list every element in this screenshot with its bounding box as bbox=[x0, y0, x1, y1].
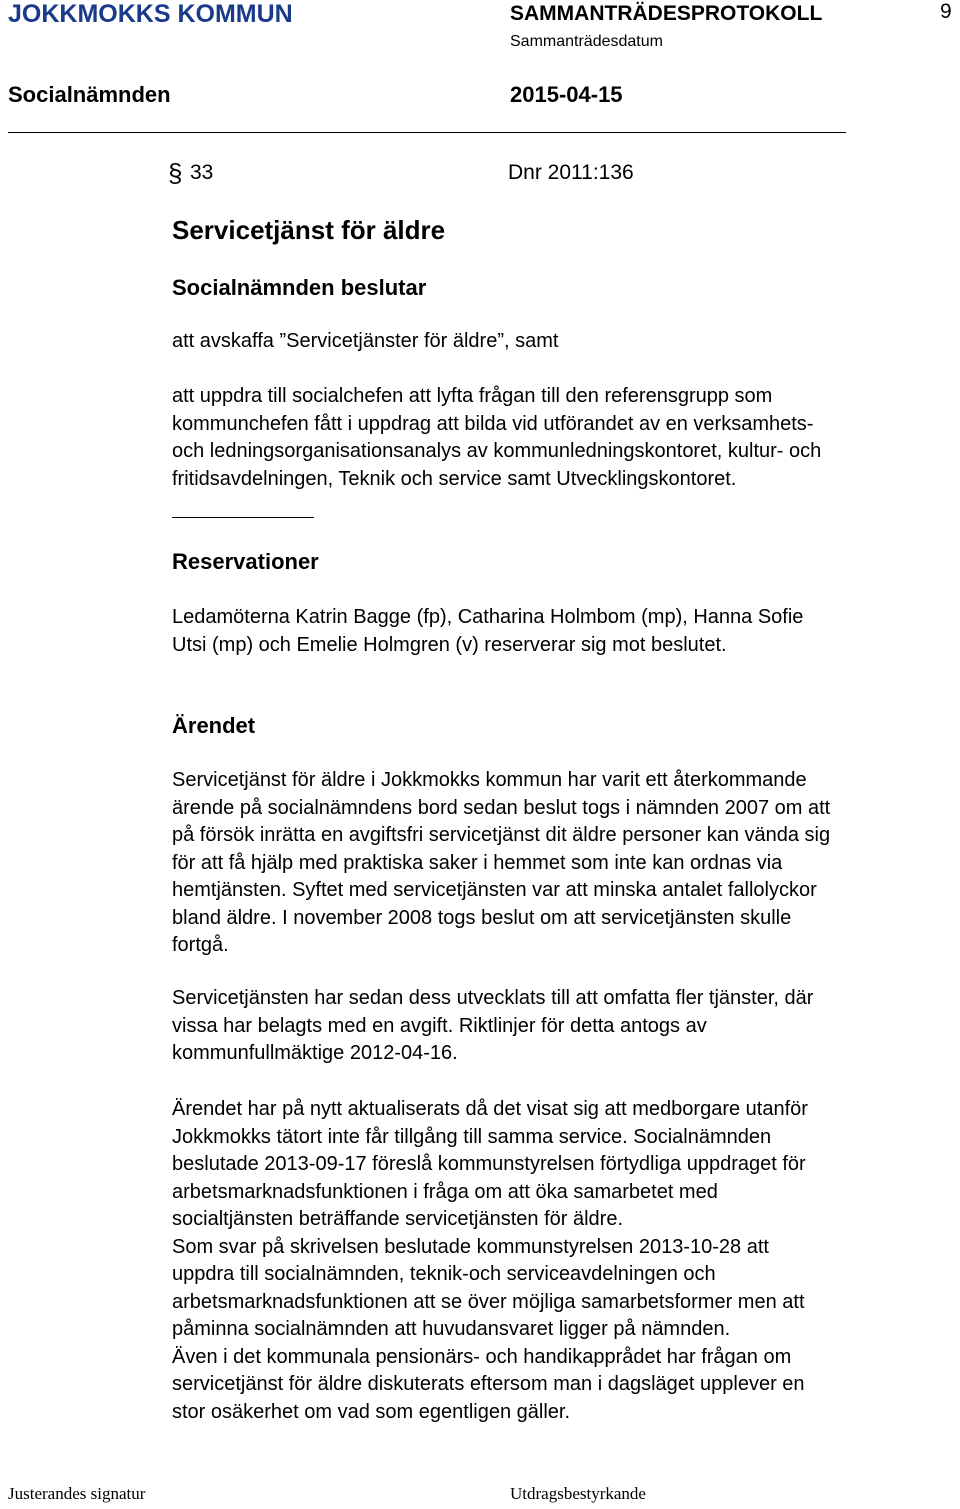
text-line: Som svar på skrivelsen beslutade kommunstyrelsen 2013-10-28 att bbox=[172, 1235, 769, 1258]
decision-separator bbox=[172, 517, 314, 518]
decision-item-1-text: att avskaffa ”Servicetjänster för äldre”, samt bbox=[172, 330, 559, 352]
decision-item-1 bbox=[172, 328, 942, 356]
text-line: för att få hjälp med praktiska saker i hemmet som inte kan ordnas via bbox=[172, 851, 783, 874]
municipality-name: JOKKMOKKS KOMMUN bbox=[8, 0, 293, 28]
decision-heading: Socialnämnden beslutar bbox=[172, 275, 427, 300]
text-line: fortgå. bbox=[172, 934, 229, 956]
text-line: kommunchefen fått i uppdrag att bilda vid utförandet av en verksamhets- bbox=[172, 412, 814, 435]
text-line: arbetsmarknadsfunktionen i fråga om att öka samarbetet med bbox=[172, 1180, 718, 1203]
text-line: stor osäkerhet om vad som egentligen gäller. bbox=[172, 1400, 570, 1423]
section-title: Servicetjänst för äldre bbox=[172, 215, 446, 245]
section-symbol: § bbox=[168, 158, 183, 188]
signature-label: Justerandes signatur bbox=[8, 1484, 146, 1503]
diary-number: Dnr 2011:136 bbox=[508, 161, 634, 184]
matter-paragraph-1 bbox=[172, 767, 942, 960]
text-line: påminna socialnämnden att huvudansvaret ligger på nämnden. bbox=[172, 1318, 731, 1340]
decision-item-2 bbox=[172, 383, 942, 493]
text-line: uppdra till socialnämnden, teknik-och serviceavdelningen och bbox=[172, 1263, 716, 1285]
text-line: Ledamöterna Katrin Bagge (fp), Catharina Holmbom (mp), Hanna Sofie bbox=[172, 606, 804, 628]
text-line: ärende på socialnämndens bord sedan beslut togs i nämnden 2007 om att bbox=[172, 796, 831, 819]
text-line: arbetsmarknadsfunktionen att se över möjliga samarbetsformer men att bbox=[172, 1290, 805, 1313]
text-line: och ledningsorganisationsanalys av kommunledningskontoret, kultur- och bbox=[172, 440, 822, 462]
reservations-text bbox=[172, 604, 942, 659]
text-line: fritidsavdelningen, Teknik och service samt Utvecklingskontoret. bbox=[172, 467, 737, 490]
text-line: socialtjänsten beträffande servicetjänsten för äldre. bbox=[172, 1208, 624, 1230]
text-line: servicetjänst för äldre diskuterats eftersom man i dagsläget upplever en bbox=[172, 1373, 805, 1395]
meeting-date: 2015-04-15 bbox=[510, 82, 623, 107]
text-line: bland äldre. I november 2008 togs beslut om att servicetjänsten skulle bbox=[172, 906, 792, 929]
text-line: Servicetjänst för äldre i Jokkmokks kommun har varit ett återkommande bbox=[172, 769, 807, 791]
matter-paragraph-3 bbox=[172, 1096, 942, 1426]
text-line: på försök inrätta en avgiftsfri servicetjänst dit äldre personer kan vända sig bbox=[172, 824, 831, 846]
header-rule bbox=[8, 132, 846, 133]
protocol-title: SAMMANTRÄDESPROTOKOLL bbox=[510, 2, 823, 25]
text-line: Även i det kommunala pensionärs- och handikapprådet har frågan om bbox=[172, 1345, 792, 1368]
matter-paragraph-2 bbox=[172, 985, 942, 1068]
text-line: Servicetjänsten har sedan dess utvecklats till att omfatta fler tjänster, där bbox=[172, 987, 814, 1009]
text-line: kommunfullmäktige 2012-04-16. bbox=[172, 1042, 458, 1064]
page-number: 9 bbox=[940, 0, 952, 23]
meeting-date-label: Sammanträdesdatum bbox=[510, 33, 663, 50]
committee-name: Socialnämnden bbox=[8, 82, 171, 107]
text-line: beslutade 2013-09-17 föreslå kommunstyrelsen förtydliga uppdraget för bbox=[172, 1153, 806, 1175]
text-line: att uppdra till socialchefen att lyfta frågan till den referensgrupp som bbox=[172, 385, 773, 407]
text-line: vissa har belagts med en avgift. Riktlinjer för detta antogs av bbox=[172, 1014, 707, 1037]
text-line: Utsi (mp) och Emelie Holmgren (v) reserverar sig mot beslutet. bbox=[172, 633, 727, 656]
reservations-heading: Reservationer bbox=[172, 549, 319, 574]
certification-label: Utdragsbestyrkande bbox=[510, 1484, 646, 1503]
matter-heading: Ärendet bbox=[172, 713, 256, 738]
text-line: Ärendet har på nytt aktualiserats då det visat sig att medborgare utanför bbox=[172, 1098, 808, 1120]
text-line: hemtjänsten. Syftet med servicetjänsten var att minska antalet fallolyckor bbox=[172, 879, 817, 901]
section-number: 33 bbox=[190, 161, 214, 184]
text-line: Jokkmokks tätort inte får tillgång till samma service. Socialnämnden bbox=[172, 1125, 772, 1148]
